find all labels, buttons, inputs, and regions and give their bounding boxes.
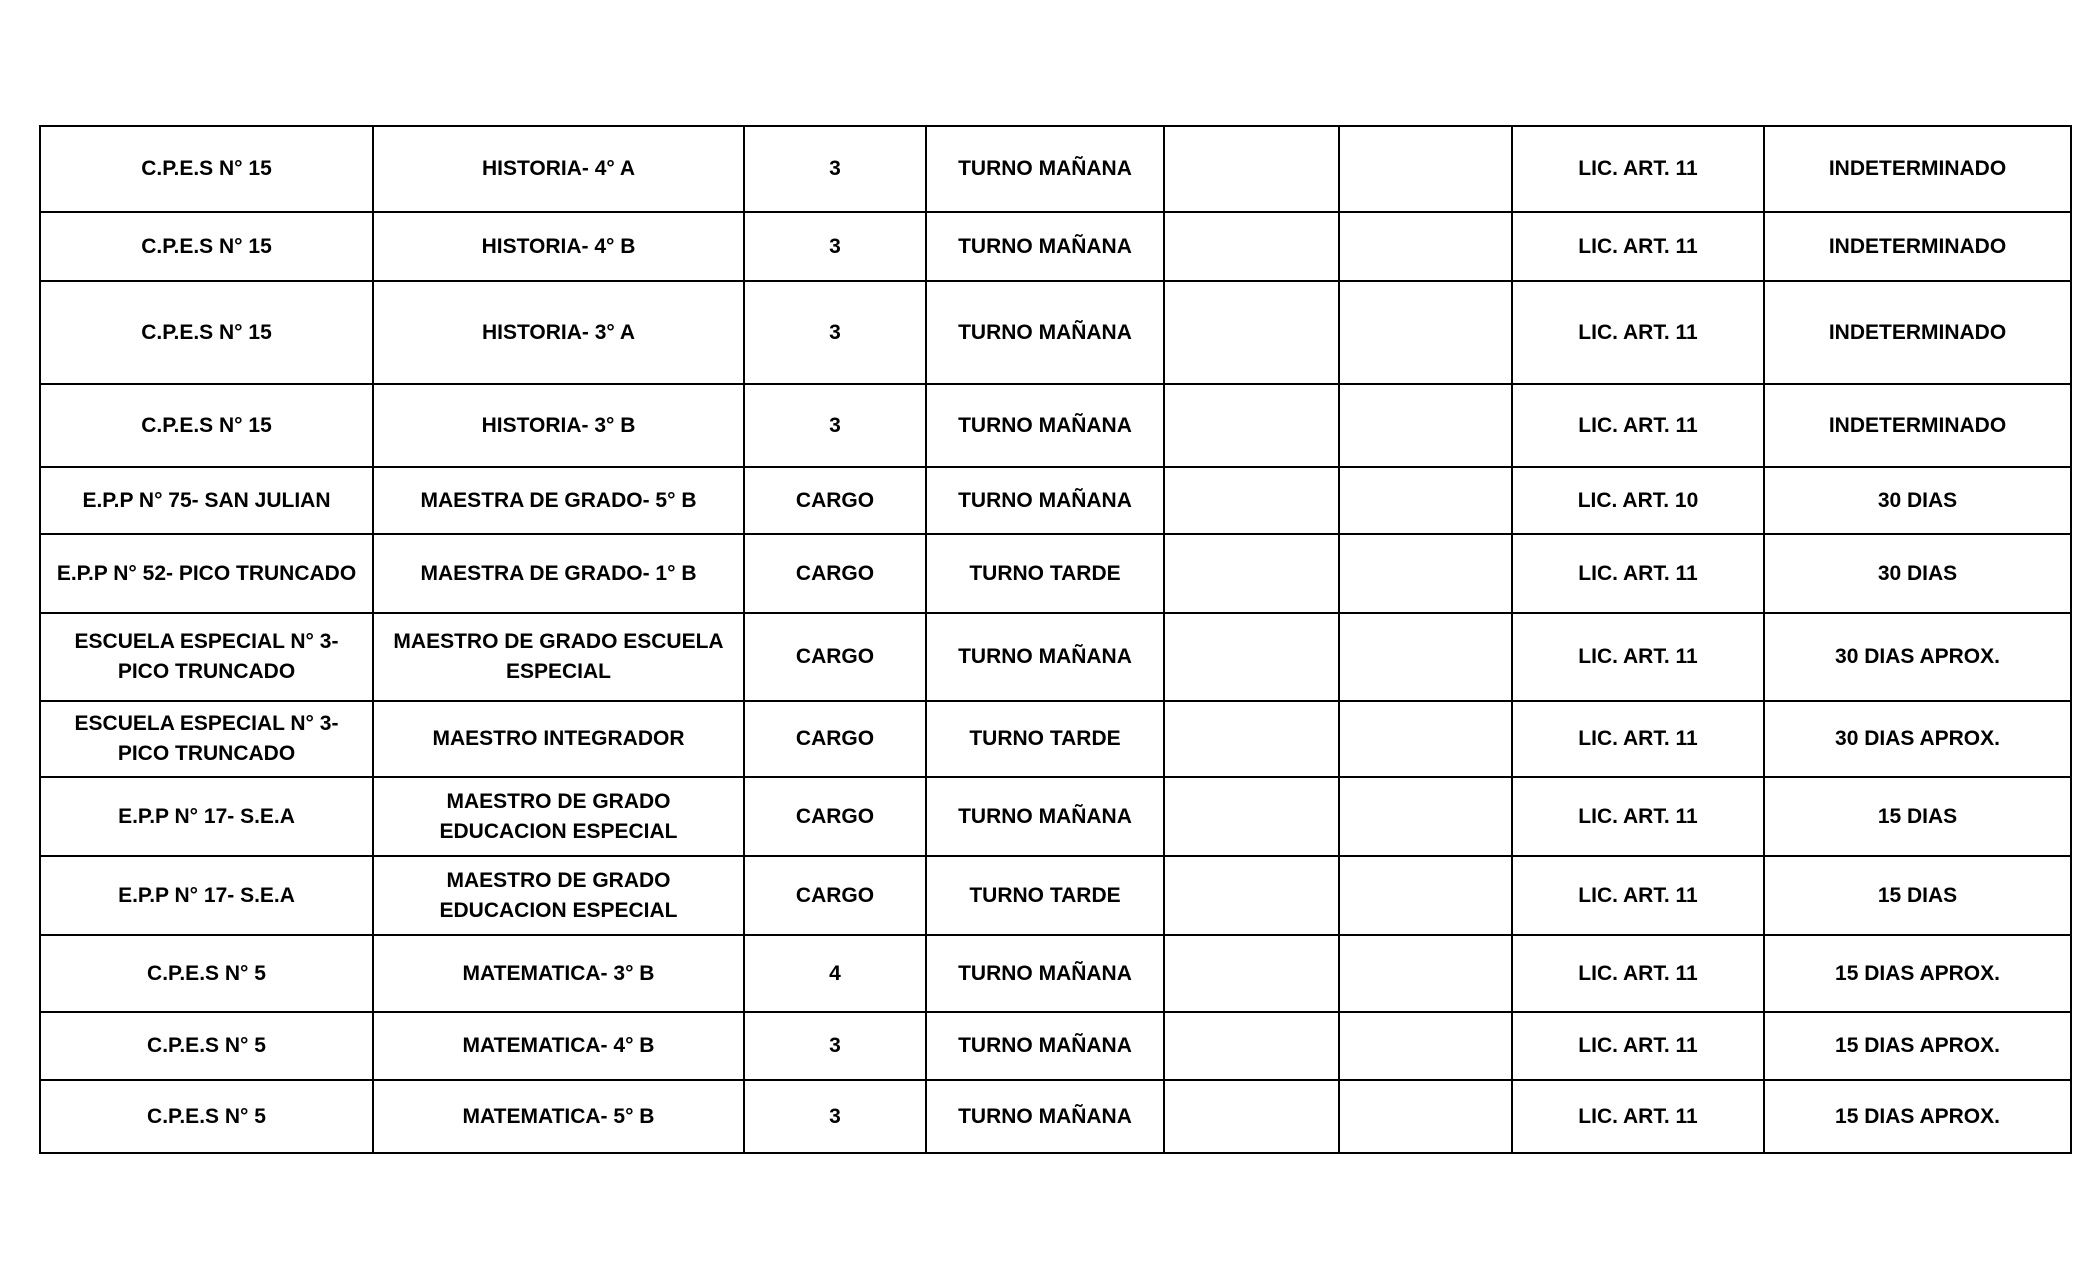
- empty-cell: [1164, 126, 1339, 212]
- position-cell: HISTORIA- 4° B: [373, 212, 744, 281]
- vacancy-table-container: [39, 125, 2070, 1154]
- empty-cell: [1339, 126, 1512, 212]
- leave-article-cell: LIC. ART. 11: [1512, 1012, 1764, 1080]
- position-cell: HISTORIA- 3° B: [373, 384, 744, 467]
- empty-cell: [1164, 281, 1339, 384]
- duration-cell: INDETERMINADO: [1764, 126, 2071, 212]
- school-cell: C.P.E.S N° 5: [40, 1012, 373, 1080]
- empty-cell: [1339, 613, 1512, 701]
- duration-cell: 30 DIAS: [1764, 534, 2071, 613]
- hours-cell: 3: [744, 126, 926, 212]
- empty-cell: [1339, 212, 1512, 281]
- empty-cell: [1339, 384, 1512, 467]
- school-cell: C.P.E.S N° 5: [40, 935, 373, 1012]
- school-cell: ESCUELA ESPECIAL N° 3- PICO TRUNCADO: [40, 701, 373, 777]
- hours-cell: 3: [744, 1012, 926, 1080]
- hours-cell: 4: [744, 935, 926, 1012]
- shift-cell: TURNO TARDE: [926, 701, 1164, 777]
- table-row: [40, 384, 2071, 467]
- duration-cell: 15 DIAS APROX.: [1764, 1012, 2071, 1080]
- leave-article-cell: LIC. ART. 11: [1512, 856, 1764, 935]
- empty-cell: [1164, 384, 1339, 467]
- table-row: [40, 1012, 2071, 1080]
- empty-cell: [1339, 1012, 1512, 1080]
- leave-article-cell: LIC. ART. 11: [1512, 777, 1764, 856]
- leave-article-cell: LIC. ART. 11: [1512, 384, 1764, 467]
- leave-article-cell: LIC. ART. 10: [1512, 467, 1764, 534]
- leave-article-cell: LIC. ART. 11: [1512, 701, 1764, 777]
- shift-cell: TURNO MAÑANA: [926, 613, 1164, 701]
- leave-article-cell: LIC. ART. 11: [1512, 935, 1764, 1012]
- empty-cell: [1339, 281, 1512, 384]
- empty-cell: [1164, 856, 1339, 935]
- table-row: [40, 701, 2071, 777]
- school-cell: C.P.E.S N° 15: [40, 126, 373, 212]
- duration-cell: 30 DIAS APROX.: [1764, 701, 2071, 777]
- duration-cell: 15 DIAS APROX.: [1764, 935, 2071, 1012]
- hours-cell: CARGO: [744, 856, 926, 935]
- school-cell: C.P.E.S N° 15: [40, 281, 373, 384]
- shift-cell: TURNO MAÑANA: [926, 212, 1164, 281]
- empty-cell: [1164, 777, 1339, 856]
- shift-cell: TURNO MAÑANA: [926, 1012, 1164, 1080]
- table-row: [40, 856, 2071, 935]
- position-cell: MAESTRO DE GRADO ESCUELA ESPECIAL: [373, 613, 744, 701]
- empty-cell: [1339, 935, 1512, 1012]
- table-row: [40, 935, 2071, 1012]
- duration-cell: 15 DIAS: [1764, 856, 2071, 935]
- school-cell: E.P.P N° 75- SAN JULIAN: [40, 467, 373, 534]
- table-row: [40, 534, 2071, 613]
- school-cell: C.P.E.S N° 15: [40, 384, 373, 467]
- duration-cell: INDETERMINADO: [1764, 384, 2071, 467]
- position-cell: MATEMATICA- 3° B: [373, 935, 744, 1012]
- empty-cell: [1339, 856, 1512, 935]
- hours-cell: 3: [744, 384, 926, 467]
- leave-article-cell: LIC. ART. 11: [1512, 534, 1764, 613]
- position-cell: MAESTRO DE GRADO EDUCACION ESPECIAL: [373, 777, 744, 856]
- empty-cell: [1339, 534, 1512, 613]
- position-cell: HISTORIA- 4° A: [373, 126, 744, 212]
- shift-cell: TURNO MAÑANA: [926, 935, 1164, 1012]
- leave-article-cell: LIC. ART. 11: [1512, 281, 1764, 384]
- table-row: [40, 467, 2071, 534]
- vacancy-table: [39, 125, 2072, 1154]
- table-row: [40, 212, 2071, 281]
- hours-cell: CARGO: [744, 534, 926, 613]
- leave-article-cell: LIC. ART. 11: [1512, 212, 1764, 281]
- hours-cell: CARGO: [744, 613, 926, 701]
- shift-cell: TURNO MAÑANA: [926, 126, 1164, 212]
- empty-cell: [1164, 212, 1339, 281]
- position-cell: MAESTRO DE GRADO EDUCACION ESPECIAL: [373, 856, 744, 935]
- position-cell: MAESTRO INTEGRADOR: [373, 701, 744, 777]
- hours-cell: CARGO: [744, 777, 926, 856]
- duration-cell: 15 DIAS APROX.: [1764, 1080, 2071, 1153]
- leave-article-cell: LIC. ART. 11: [1512, 1080, 1764, 1153]
- position-cell: MATEMATICA- 5° B: [373, 1080, 744, 1153]
- leave-article-cell: LIC. ART. 11: [1512, 613, 1764, 701]
- school-cell: C.P.E.S N° 15: [40, 212, 373, 281]
- table-row: [40, 613, 2071, 701]
- empty-cell: [1164, 701, 1339, 777]
- empty-cell: [1164, 1080, 1339, 1153]
- empty-cell: [1164, 1012, 1339, 1080]
- empty-cell: [1339, 1080, 1512, 1153]
- table-row: [40, 777, 2071, 856]
- hours-cell: 3: [744, 212, 926, 281]
- empty-cell: [1339, 777, 1512, 856]
- school-cell: E.P.P N° 17- S.E.A: [40, 777, 373, 856]
- empty-cell: [1339, 701, 1512, 777]
- empty-cell: [1164, 534, 1339, 613]
- shift-cell: TURNO MAÑANA: [926, 384, 1164, 467]
- position-cell: HISTORIA- 3° A: [373, 281, 744, 384]
- position-cell: MAESTRA DE GRADO- 1° B: [373, 534, 744, 613]
- shift-cell: TURNO TARDE: [926, 534, 1164, 613]
- duration-cell: INDETERMINADO: [1764, 212, 2071, 281]
- empty-cell: [1164, 935, 1339, 1012]
- empty-cell: [1339, 467, 1512, 534]
- duration-cell: 15 DIAS: [1764, 777, 2071, 856]
- table-row: [40, 1080, 2071, 1153]
- empty-cell: [1164, 467, 1339, 534]
- shift-cell: TURNO MAÑANA: [926, 777, 1164, 856]
- shift-cell: TURNO MAÑANA: [926, 467, 1164, 534]
- school-cell: E.P.P N° 17- S.E.A: [40, 856, 373, 935]
- position-cell: MAESTRA DE GRADO- 5° B: [373, 467, 744, 534]
- school-cell: E.P.P N° 52- PICO TRUNCADO: [40, 534, 373, 613]
- shift-cell: TURNO MAÑANA: [926, 1080, 1164, 1153]
- leave-article-cell: LIC. ART. 11: [1512, 126, 1764, 212]
- duration-cell: 30 DIAS: [1764, 467, 2071, 534]
- shift-cell: TURNO MAÑANA: [926, 281, 1164, 384]
- hours-cell: CARGO: [744, 701, 926, 777]
- hours-cell: CARGO: [744, 467, 926, 534]
- school-cell: C.P.E.S N° 5: [40, 1080, 373, 1153]
- school-cell: ESCUELA ESPECIAL N° 3- PICO TRUNCADO: [40, 613, 373, 701]
- duration-cell: INDETERMINADO: [1764, 281, 2071, 384]
- table-row: [40, 126, 2071, 212]
- empty-cell: [1164, 613, 1339, 701]
- position-cell: MATEMATICA- 4° B: [373, 1012, 744, 1080]
- duration-cell: 30 DIAS APROX.: [1764, 613, 2071, 701]
- shift-cell: TURNO TARDE: [926, 856, 1164, 935]
- table-row: [40, 281, 2071, 384]
- hours-cell: 3: [744, 1080, 926, 1153]
- hours-cell: 3: [744, 281, 926, 384]
